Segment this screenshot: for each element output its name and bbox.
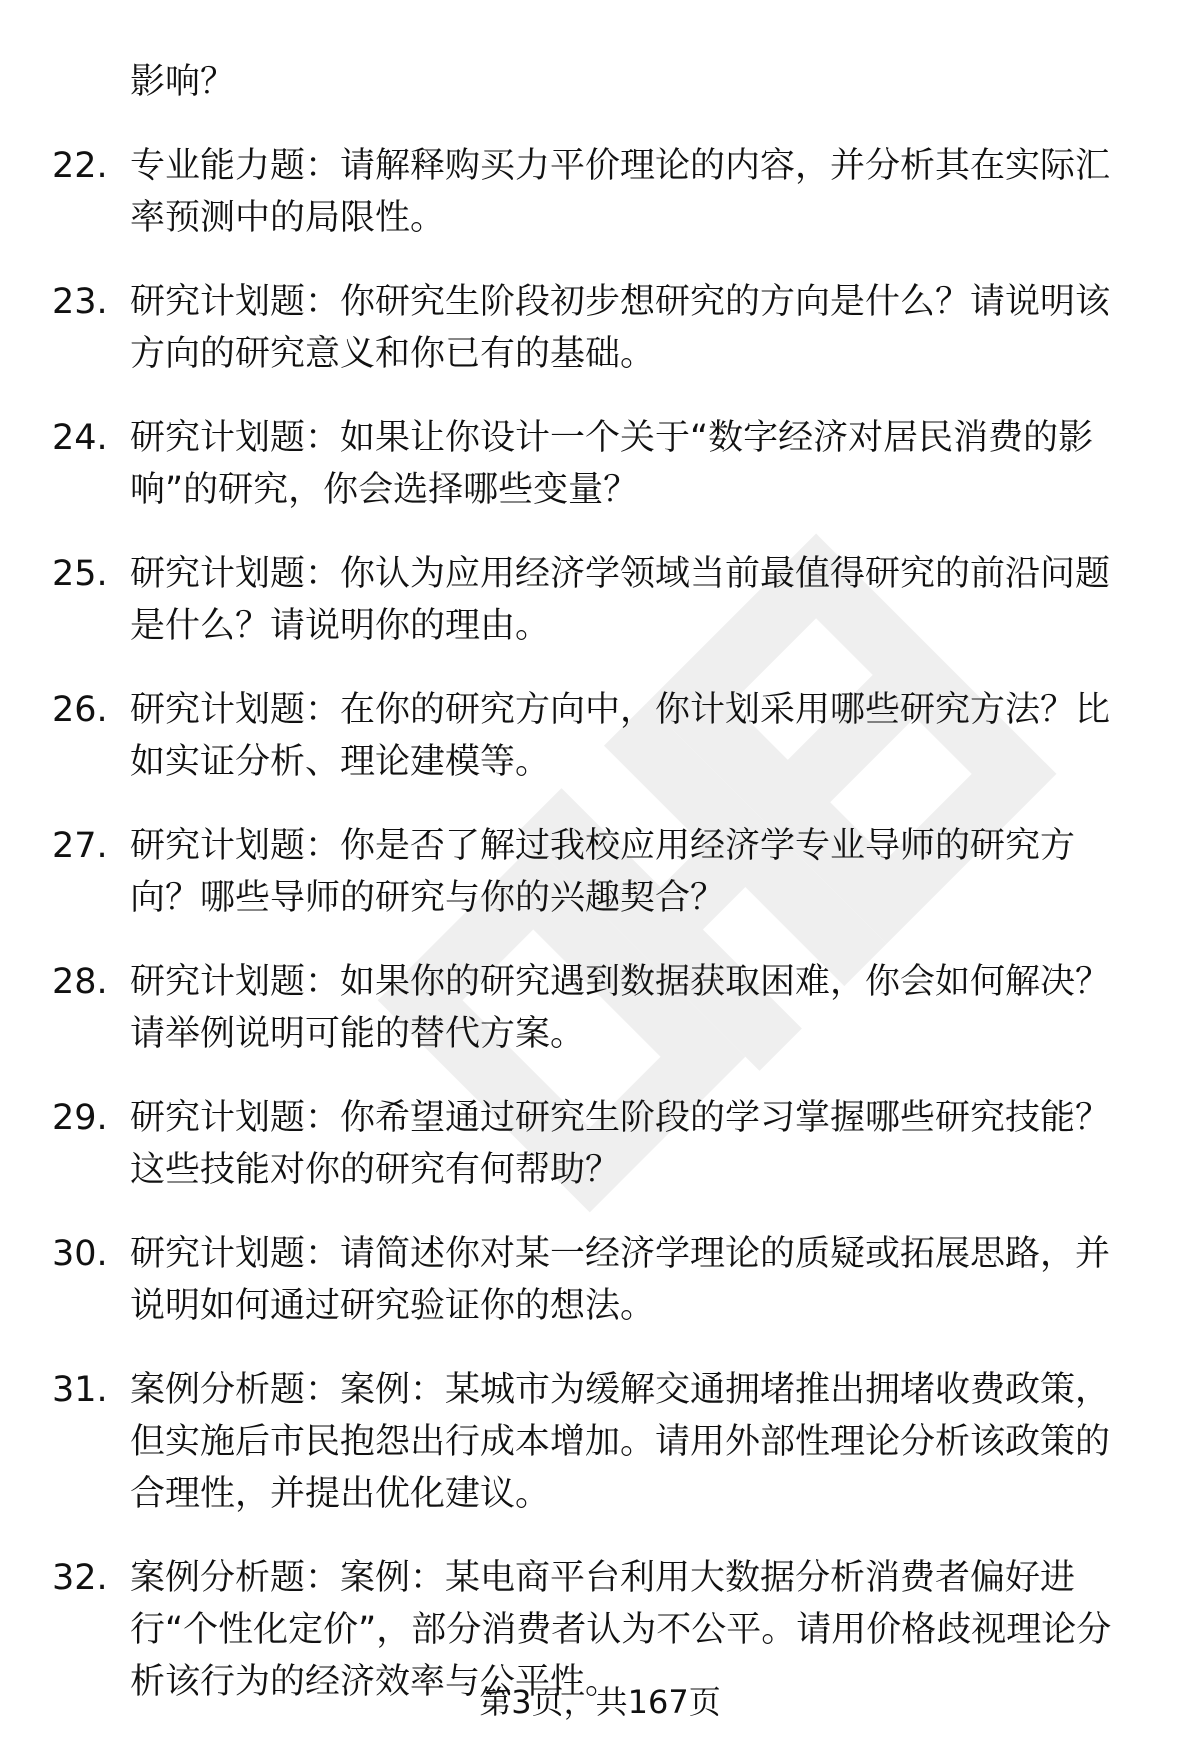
question-text: 案例分析题：案例：某电商平台利用大数据分析消费者偏好进行“个性化定价”，部分消费者认为不公平。请用价格歧视理论分析该行为的经济效率与公平性。 [130,1558,1112,1702]
list-item [0,684,1200,788]
question-number: 27. [52,826,108,866]
question-number: 28. [52,962,108,1002]
question-text: 研究计划题：如果你的研究遇到数据获取困难，你会如何解决？请举例说明可能的替代方案。 [130,962,1111,1054]
question-number: 30. [52,1234,108,1274]
question-number: 29. [52,1098,108,1138]
question-number: 25. [52,554,108,594]
question-text: 研究计划题：你是否了解过我校应用经济学专业导师的研究方向？哪些导师的研究与你的兴趣契合？ [130,826,1076,918]
list-item [0,412,1200,516]
question-list [0,140,1200,1740]
question-text: 研究计划题：你希望通过研究生阶段的学习掌握哪些研究技能？这些技能对你的研究有何帮助？ [130,1098,1111,1190]
question-text: 研究计划题：在你的研究方向中，你计划采用哪些研究方法？比如实证分析、理论建模等。 [130,690,1111,782]
page-number-footer: 第3页，共167页 [479,1683,721,1721]
question-text: 研究计划题：你研究生阶段初步想研究的方向是什么？请说明该方向的研究意义和你已有的基础。 [130,282,1111,374]
list-item [0,1228,1200,1332]
question-text: 研究计划题：如果让你设计一个关于“数字经济对居民消费的影响”的研究，你会选择哪些变量？ [130,418,1094,510]
list-item [0,820,1200,924]
list-item [0,140,1200,244]
list-item [0,1092,1200,1196]
question-number: 23. [52,282,108,322]
question-number: 26. [52,690,108,730]
question-number: 32. [52,1558,108,1598]
list-item [0,548,1200,652]
continuation-text: 影响？ [130,62,236,102]
question-number: 24. [52,418,108,458]
list-item [0,276,1200,380]
question-text: 研究计划题：请简述你对某一经济学理论的质疑或拓展思路，并说明如何通过研究验证你的想法。 [130,1234,1111,1326]
question-number: 22. [52,146,108,186]
list-item [0,1364,1200,1520]
question-text: 专业能力题：请解释购买力平价理论的内容，并分析其在实际汇率预测中的局限性。 [130,146,1111,238]
question-text: 研究计划题：你认为应用经济学领域当前最值得研究的前沿问题是什么？请说明你的理由。 [130,554,1111,646]
question-number: 31. [52,1370,108,1410]
list-item [0,956,1200,1060]
question-text: 案例分析题：案例：某城市为缓解交通拥堵推出拥堵收费政策，但实施后市民抱怨出行成本增加。请用外部性理论分析该政策的合理性，并提出优化建议。 [130,1370,1111,1514]
